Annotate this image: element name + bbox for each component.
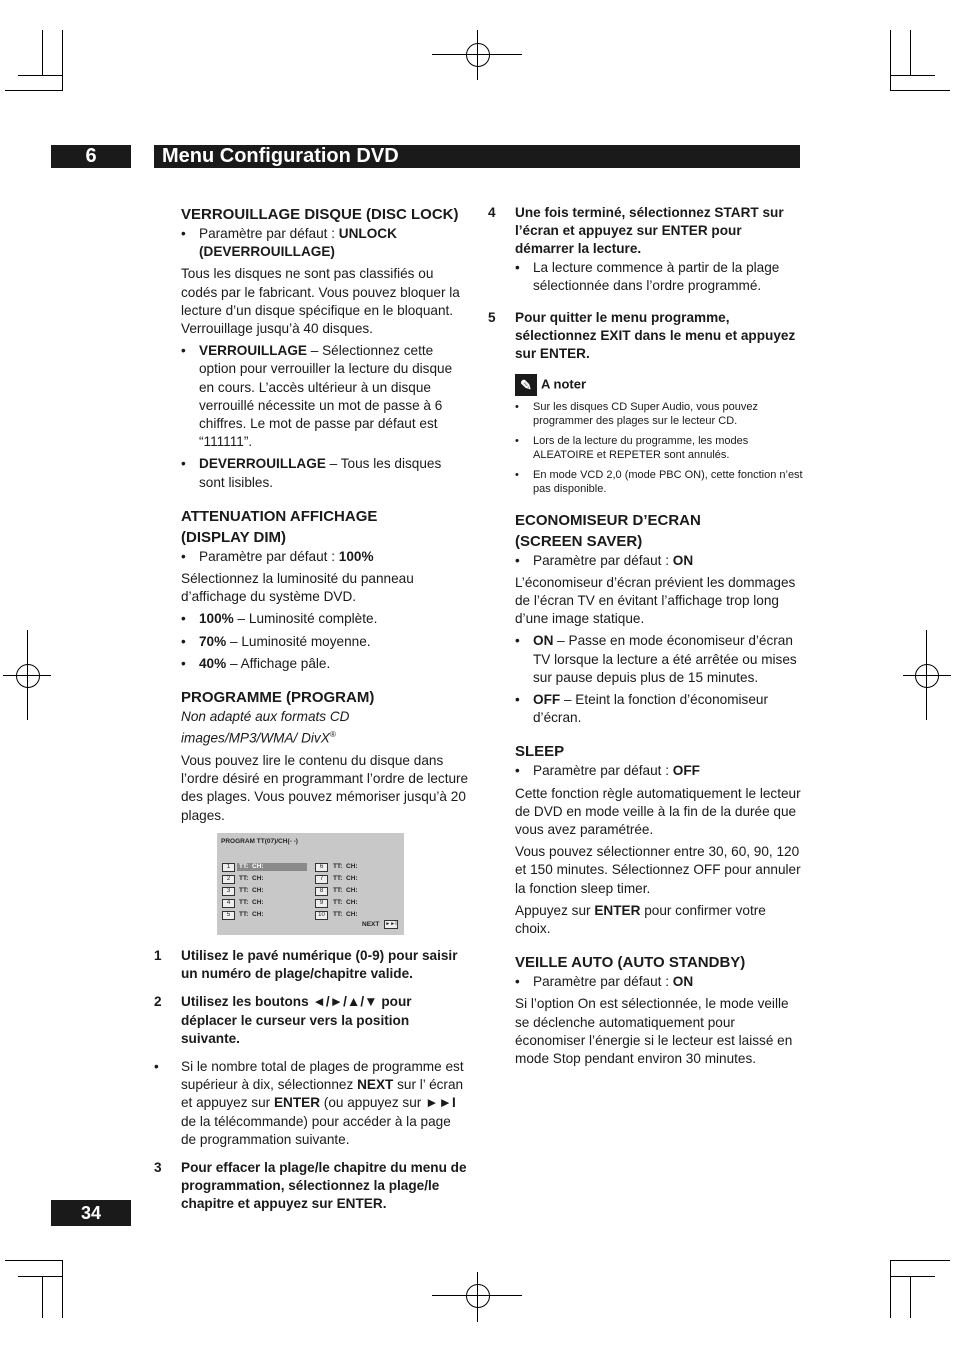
next-track-icon: ►►I	[385, 921, 397, 927]
program-step: 2 Utilisez les boutons ◄/►/▲/▼ pour déplacer le curseur vers la position suivante.	[154, 994, 412, 1046]
disc-lock-heading: VERROUILLAGE DISQUE (DISC LOCK)	[181, 206, 459, 223]
sleep-body: Cette fonction règle automatiquement le lecteur de DVD en mode veille à la fin de la durée que vous avez paramétrée.	[515, 785, 801, 838]
display-dim-default: • Paramètre par défaut : 100%	[181, 548, 469, 566]
screen-saver-body: L’économiseur d’écran prévient les dommages de l’écran TV en évitant l’affichage trop long d’une image statique.	[515, 574, 796, 627]
disc-lock-option-lock: • VERROUILLAGE – Sélectionnez cette option pour verrouiller la lecture du disque en cours. L’accès ultérieur à un disque verrouillé nécessite un mot de passe à 6 chiffres. Le mot de passe par défaut est “111111”.	[181, 342, 469, 451]
disc-lock-body: Tous les disques ne sont pas classifiés ou codés par le fabricant. Vous pouvez bloquer la lecture d’un disque spécifique en le bloquant. Verrouillage jusqu’à 40 disques.	[181, 266, 460, 337]
program-heading: PROGRAMME (PROGRAM)	[181, 689, 375, 707]
disc-lock-default: • Paramètre par défaut : UNLOCK (DEVERROUILLAGE)	[181, 225, 469, 261]
program-step: 5 Pour quitter le menu programme, sélectionnez EXIT dans le menu et appuyez sur ENTER.	[488, 310, 796, 362]
program-step-bullet: • La lecture commence à partir de la plage sélectionnée dans l’ordre programmé.	[515, 259, 803, 295]
disc-lock-option-unlock: • DEVERROUILLAGE – Tous les disques sont lisibles.	[181, 455, 469, 491]
next-track-icon: ►►I	[425, 1095, 456, 1111]
program-slot-number: 3	[222, 887, 235, 896]
sleep-body: Appuyez sur ENTER pour confirmer votre choix.	[515, 902, 766, 937]
program-slot-number: 4	[222, 899, 235, 908]
program-steps	[154, 947, 469, 1214]
right-column	[488, 204, 803, 1068]
program-screen-title: PROGRAM TT(07)/CH(- -)	[221, 838, 298, 845]
program-next-label: NEXT	[362, 921, 380, 928]
note-item: • En mode VCD 2,0 (mode PBC ON), cette fonction n’est pas disponible.	[515, 468, 803, 496]
screen-saver-option-on: • ON – Passe en mode économiseur d’écran TV lorsque la lecture a été arrêtée ou mises sur pause depuis plus de 15 minutes.	[515, 632, 803, 687]
display-dim-option: • 40% – Affichage pâle.	[181, 655, 469, 673]
program-slot-number: 1	[222, 863, 235, 872]
program-slot-number: 2	[222, 875, 235, 884]
pencil-note-icon: ✎	[515, 374, 537, 396]
note-item: • Sur les disques CD Super Audio, vous pouvez programmer des plages sur le lecteur CD.	[515, 400, 803, 428]
auto-standby-body: Si l’option On est sélectionnée, le mode veille se déclenche automatiquement pour économiser l’énergie si le lecteur est laissé en mode Stop pendant environ 30 minutes.	[515, 996, 793, 1067]
auto-standby-default: • Paramètre par défaut : ON	[515, 973, 803, 991]
display-dim-option: • 70% – Luminosité moyenne.	[181, 633, 469, 651]
note-item: • Lors de la lecture du programme, les modes ALEATOIRE et REPETER sont annulés.	[515, 434, 803, 462]
program-step: 3 Pour effacer la plage/le chapitre du menu de programmation, sélectionnez la plage/le chapitre et appuyez sur ENTER.	[154, 1160, 467, 1212]
page-title: Menu Configuration DVD	[154, 145, 800, 168]
program-format-note: Non adapté aux formats CD images/MP3/WMA/ DivX®	[181, 709, 350, 746]
program-slot-number: 8	[315, 887, 328, 896]
chapter-number: 6	[51, 145, 131, 168]
screen-saver-default: • Paramètre par défaut : ON	[515, 552, 803, 570]
program-slot-number: 10	[315, 911, 328, 920]
program-slot-number: 7	[315, 875, 328, 884]
display-dim-heading: ATTENUATION AFFICHAGE (DISPLAY DIM)	[181, 507, 378, 546]
auto-standby-heading: VEILLE AUTO (AUTO STANDBY)	[515, 954, 746, 972]
screen-saver-heading: ECONOMISEUR D’ECRAN (SCREEN SAVER)	[515, 511, 701, 550]
program-screen-image: PROGRAM TT(07)/CH(- -) 1 2 3 4 5 TT: CH: TT: CH: TT: CH: TT: CH: TT: CH: 6 7 8 9 10 TT: CH: TT: CH: TT: CH: TT: CH: TT: CH: NEXT ►►I	[217, 833, 404, 935]
display-dim-option: • 100% – Luminosité complète.	[181, 610, 469, 628]
program-step: 1 Utilisez le pavé numérique (0-9) pour saisir un numéro de plage/chapitre valide.	[154, 948, 458, 982]
screen-saver-option-off: • OFF – Eteint la fonction d’économiseur d’écran.	[515, 691, 803, 727]
program-slot-number: 9	[315, 899, 328, 908]
sleep-default: • Paramètre par défaut : OFF	[515, 762, 803, 780]
program-body: Vous pouvez lire le contenu du disque dans l’ordre désiré en programmant l’ordre de lecture des plages. Vous pouvez mémoriser jusqu’à 20 plages.	[181, 753, 469, 823]
program-slot-number: 6	[315, 863, 328, 872]
note-heading: ✎ A noter	[515, 374, 803, 396]
display-dim-body: Sélectionnez la luminosité du panneau d’affichage du système DVD.	[181, 571, 414, 605]
program-next-page-bullet: • Si le nombre total de plages de programme est supérieur à dix, sélectionnez NEXT sur l’ écran et appuyez sur ENTER (ou appuyez sur ►►I de la télécommande) pour accéder à la page de programmation suivante.	[154, 1059, 464, 1147]
sleep-body: Vous pouvez sélectionner entre 30, 60, 90, 120 et 150 minutes. Sélectionnez OFF pour annuler la fonction sleep timer.	[515, 844, 801, 896]
program-step: 4 Une fois terminé, sélectionnez START sur l’écran et appuyez sur ENTER pour démarrer la lecture.	[488, 205, 784, 257]
left-column	[181, 204, 469, 825]
page-number: 34	[51, 1200, 131, 1226]
sleep-heading: SLEEP	[515, 743, 565, 761]
program-slot-number: 5	[222, 911, 235, 920]
